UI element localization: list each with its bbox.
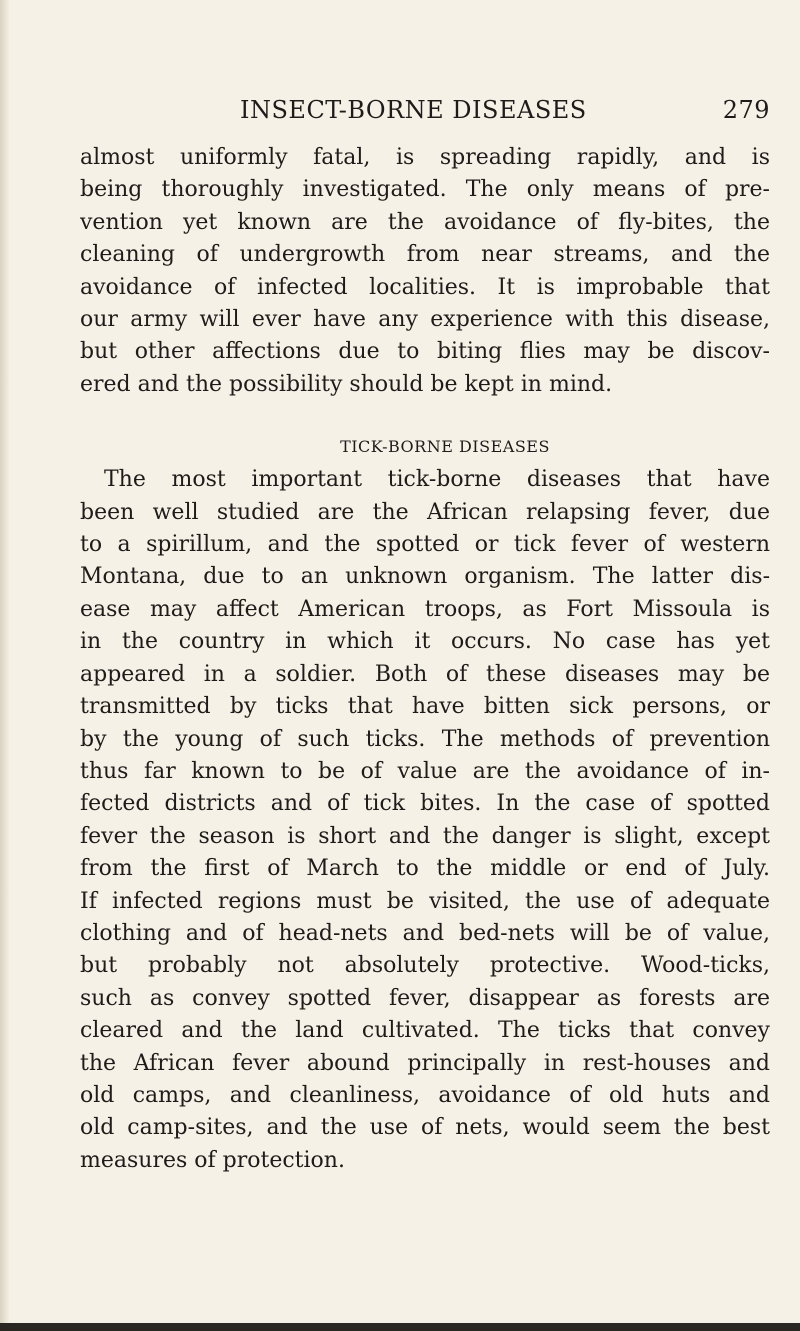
text-line: transmitted by ticks that have bitten sick persons, or — [80, 694, 770, 720]
text-line: vention yet known are the avoidance of fly-bites, the — [80, 209, 770, 235]
text-line: but other affections due to biting flies may be discov- — [80, 339, 770, 365]
text-line: cleared and the land cultivated. The ticks that convey — [80, 1018, 770, 1044]
text-line: thus far known to be of value are the avoidance of in- — [80, 758, 770, 784]
text-line: old camp-sites, and the use of nets, would seem the best — [80, 1115, 770, 1141]
text-line: in the country in which it occurs. No case has yet — [80, 629, 770, 655]
text-line: but probably not absolutely protective. Wood-ticks, — [80, 953, 770, 979]
text-line: The most important tick-borne diseases that have — [104, 467, 770, 493]
text-line: old camps, and cleanliness, avoidance of old huts and — [80, 1082, 770, 1108]
text-line: clothing and of head-nets and bed-nets will be of value, — [80, 920, 770, 946]
text-line: fever the season is short and the danger is slight, except — [80, 823, 770, 849]
text-line: to a spirillum, and the spotted or tick fever of western — [80, 532, 770, 558]
text-line: been well studied are the African relapsing fever, due — [80, 499, 770, 525]
text-line: avoidance of infected localities. It is improbable that — [80, 274, 770, 300]
text-line: being thoroughly investigated. The only means of pre- — [80, 177, 770, 203]
text-line: fected districts and of tick bites. In the case of spotted — [80, 791, 770, 817]
text-line: the African fever abound principally in rest-houses and — [80, 1050, 770, 1076]
section-heading: TICK-BORNE DISEASES — [340, 437, 550, 457]
text-line: Montana, due to an unknown organism. The latter dis- — [80, 564, 770, 590]
text-line: almost uniformly fatal, is spreading rapidly, and is — [80, 145, 770, 170]
text-line: measures of protection. — [80, 1147, 345, 1173]
text-line: ered and the possibility should be kept in mind. — [80, 371, 613, 397]
text-line: by the young of such ticks. The methods of prevention — [80, 726, 770, 752]
text-line: appeared in a soldier. Both of these diseases may be — [80, 661, 770, 687]
book-page — [80, 96, 770, 1177]
paragraph-continued — [80, 142, 770, 401]
text-line: from the first of March to the middle or end of July. — [80, 856, 770, 882]
page-bottom-edge — [0, 1323, 800, 1331]
running-head-title: INSECT-BORNE DISEASES — [240, 96, 587, 124]
text-line: If infected regions must be visited, the use of adequate — [80, 888, 770, 914]
running-head — [80, 96, 770, 128]
text-line: our army will ever have any experience with this disease, — [80, 307, 770, 333]
text-line: ease may affect American troops, as Fort Missoula is — [80, 596, 770, 622]
paragraph-tick-borne — [80, 464, 770, 1177]
text-line: such as convey spotted fever, disappear as forests are — [80, 985, 770, 1011]
text-line: cleaning of undergrowth from near streams, and the — [80, 242, 770, 268]
page-number: 279 — [722, 96, 770, 124]
page-left-edge — [0, 0, 10, 1331]
